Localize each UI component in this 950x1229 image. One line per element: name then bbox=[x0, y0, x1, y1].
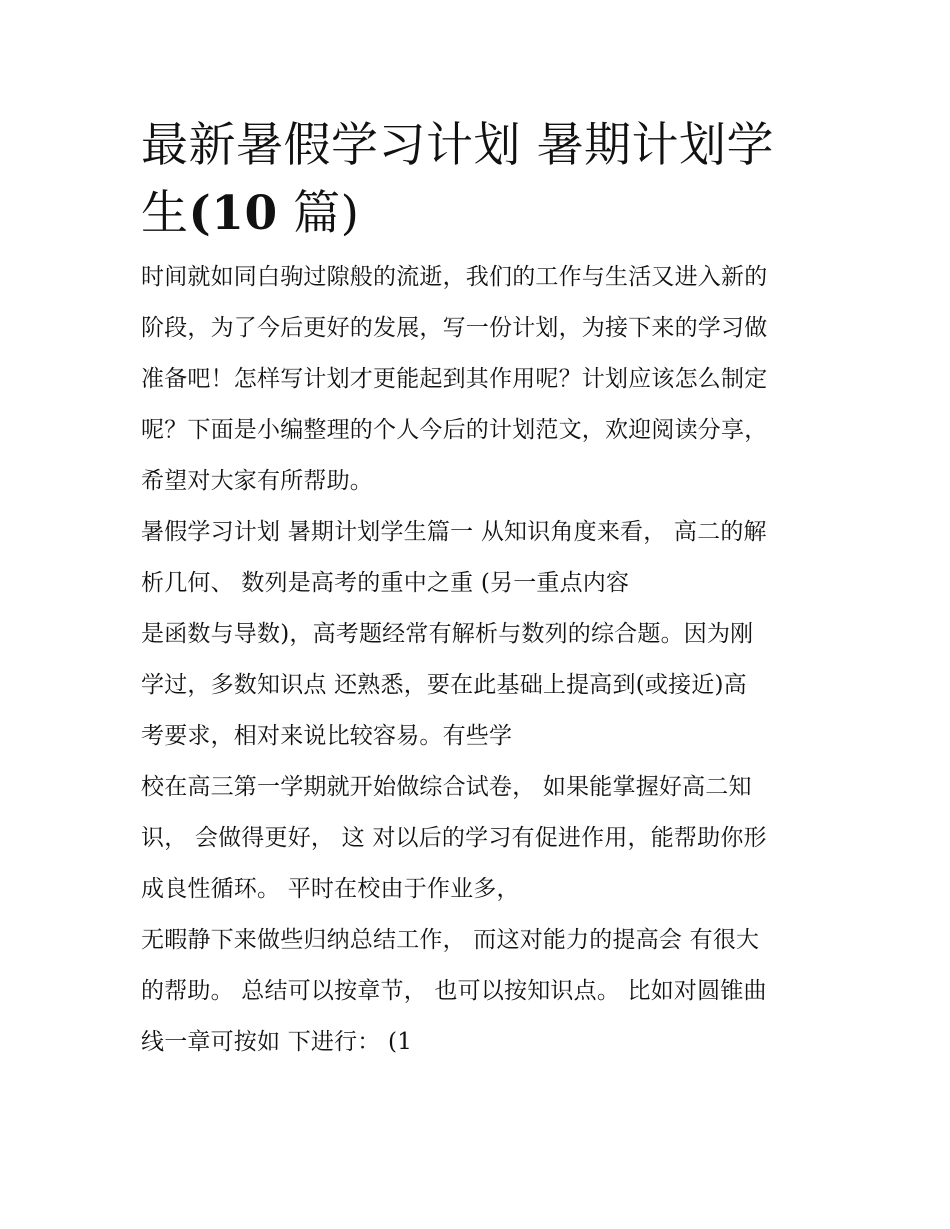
document-title bbox=[141, 112, 821, 248]
text-line: 阶段，为了今后更好的发展，写一份计划，为接下来的学习做 bbox=[141, 315, 768, 341]
text-line: 考要求，相对来说比较容易。有些学 bbox=[141, 723, 513, 749]
section-paragraph-1 bbox=[141, 507, 821, 609]
text-line: 呢？下面是小编整理的个人今后的计划范文，欢迎阅读分享， bbox=[141, 417, 768, 443]
title-line-1: 最新暑假学习计划 暑期计划学 bbox=[141, 118, 774, 173]
title-line-2-suffix: 篇) bbox=[277, 186, 360, 241]
text-line: 成良性循环。 平时在校由于作业多， bbox=[141, 876, 520, 902]
text-line: 是函数与导数)，高考题经常有解析与数列的综合题。因为刚 bbox=[141, 621, 754, 647]
text-line: 准备吧！怎样写计划才更能起到其作用呢？计划应该怎么制定 bbox=[141, 366, 768, 392]
text-line: 识， 会做得更好， 这 对以后的学习有促进作用，能帮助你形 bbox=[141, 825, 767, 851]
document-content bbox=[141, 112, 821, 1068]
text-line: 校在高三第一学期就开始做综合试卷， 如果能掌握好高二知 bbox=[141, 774, 752, 800]
section-paragraph-2 bbox=[141, 609, 821, 762]
text-line: 希望对大家有所帮助。 bbox=[141, 468, 373, 494]
text-line: 无暇静下来做些归纳总结工作， 而这对能力的提高会 有很大 bbox=[141, 927, 760, 953]
text-line: 学过，多数知识点 还熟悉，要在此基础上提高到(或接近)高 bbox=[141, 672, 747, 698]
text-line: 线一章可按如 下进行： (1 bbox=[141, 1029, 413, 1055]
intro-paragraph bbox=[141, 252, 821, 507]
text-line: 时间就如同白驹过隙般的流逝，我们的工作与生活又进入新的 bbox=[141, 264, 768, 290]
title-line-2-prefix: 生 bbox=[141, 186, 189, 241]
text-line: 的帮助。 总结可以按章节， 也可以按知识点。 比如对圆锥曲 bbox=[141, 978, 767, 1004]
text-line: 暑假学习计划 暑期计划学生篇一 从知识角度来看， 高二的解 bbox=[141, 519, 767, 545]
section-paragraph-3 bbox=[141, 762, 821, 915]
section-paragraph-4 bbox=[141, 915, 821, 1068]
title-line-2-count: (10 bbox=[188, 186, 278, 241]
text-line: 析几何、 数列是高考的重中之重 (另一重点内容 bbox=[141, 570, 630, 596]
title-line-2 bbox=[141, 180, 821, 248]
